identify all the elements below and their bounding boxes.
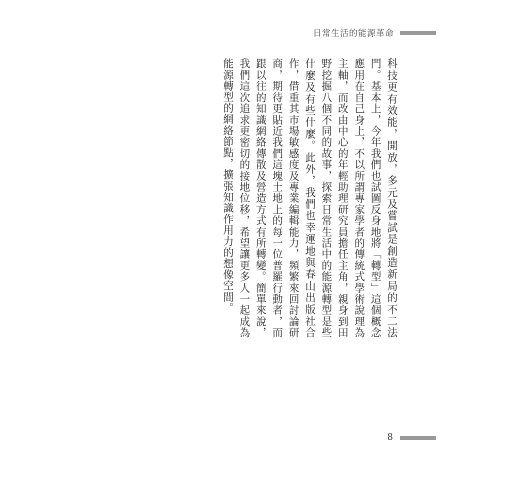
header-decorative-bar <box>400 31 436 35</box>
page-footer <box>387 433 436 443</box>
vertical-body-text <box>190 58 400 338</box>
running-header-title: 日常生活的能源革命 <box>312 29 394 39</box>
page-number: 8 <box>387 433 393 443</box>
footer-decorative-bar <box>400 436 436 440</box>
body-paragraph: 科技更有效能，開放，多元及嘗試是創造新局的不二法門。基本上，今年我們也試圖反身地將「轉型」這個概念應用在自己身上，不以所謂專家學者的傳統式學術說理為主軸，而改由中心的年輕助理研究員擔任主角，親身到田野挖掘八個不同的故事，探索日常生活中的能源轉型是些什麼及有些什麼。此外，我們也幸運地與春山出版社合作，借重其市場敏感度及專業編輯能力，頻繁來回討論研商，期待更貼近我們這塊土地上的每一位普羅行動者，而跟以往的知識網絡傳散及營造方式有所轉變。簡單來說，我們這次追求更密切的接地位移，希望讓更多人一起成為能源轉型的網絡節點，擴張知識作用力的想像空間。 <box>221 58 398 338</box>
running-header <box>313 27 436 39</box>
